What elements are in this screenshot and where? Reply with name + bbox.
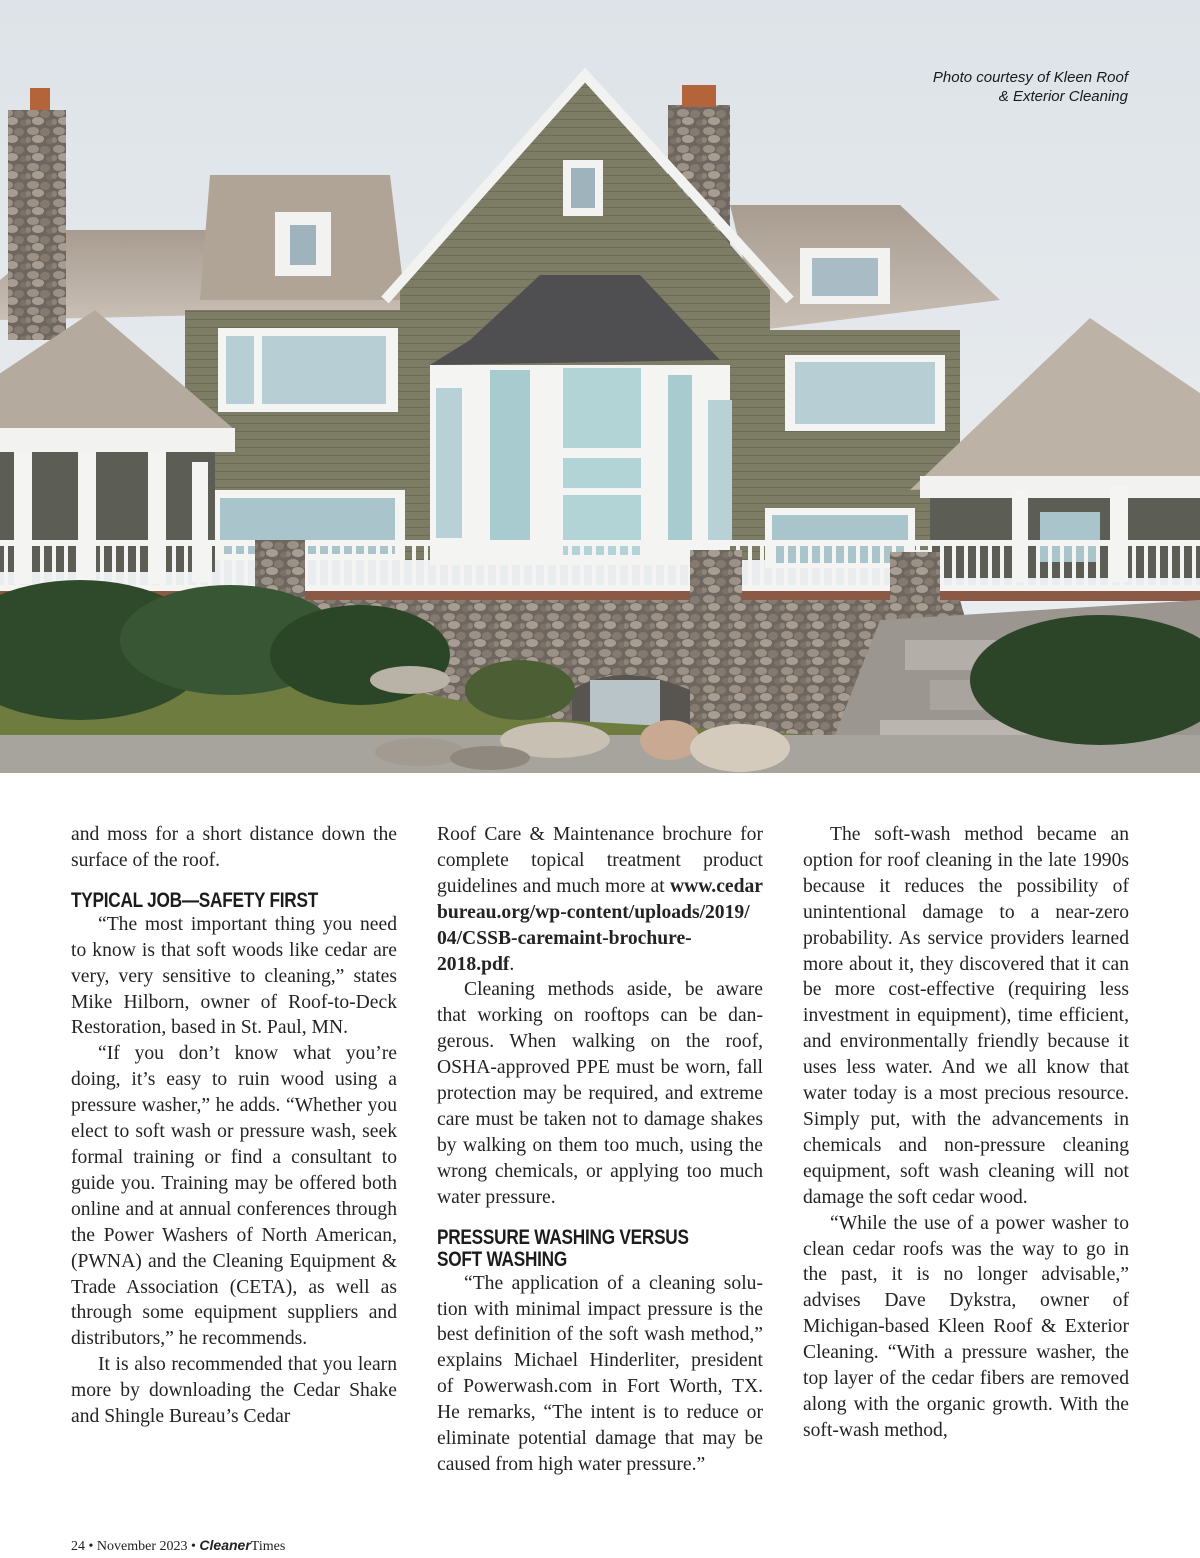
issue-date: November 2023 <box>96 1539 188 1554</box>
magazine-name-cleaner: Cleaner <box>199 1537 251 1553</box>
house-illustration <box>0 0 1200 773</box>
paragraph <box>437 822 763 977</box>
section-heading-line2: SOFT WASHING <box>437 1247 568 1271</box>
paragraph: Cleaning methods aside, be aware that working on rooftops can be dangerous. When walking on the roof, OSHA-approved PPE must be worn, fall protection may be required, and extreme care must be taken not to damage shakes by walking on them too much, using the wrong chemicals, or applying too much water pressure. <box>437 979 763 1208</box>
article-column-3 <box>803 822 1129 1444</box>
article-column-2 <box>437 822 763 1478</box>
paragraph-end: . <box>509 953 515 975</box>
photo-credit-line1: Photo courtesy of Kleen Roof <box>932 69 1128 86</box>
brochure-link[interactable]: www.cedar bureau.org/wp-content/uploads/2019/ 04/CSSB-caremaint-brochure-2018.pdf <box>437 875 763 975</box>
paragraph: It is also recommended that you learn more by downloading the Cedar Shake and Shingle Bureau’s Cedar <box>71 1354 397 1428</box>
house-photo <box>0 0 1200 773</box>
section-heading-line1: PRESSURE WASHING VERSUS <box>437 1225 689 1249</box>
paragraph: The soft-wash method became an option for roof cleaning in the late 1990s because it reduces the possibility of unintentional damage to a near-zero probability. As service providers learned more about it, they discovered that it can be more cost-effective (requiring less investment in equipment), time efficient, and environmentally friendly because it uses less water. And we all know that water today is a most precious resource. Simply put, with the advancements in chemicals and non-pressure cleaning equipment, soft wash cleaning will not damage the soft cedar wood. <box>803 824 1129 1208</box>
magazine-name-times: Times <box>250 1539 286 1554</box>
section-heading-text: TYPICAL JOB—SAFETY FIRST <box>71 888 319 912</box>
paragraph: “The most important thing you need to know is that soft woods like cedar are very, very sensitive to cleaning,” states Mike Hilborn, owner of Roof-to-Deck Restoration, based in St. Paul, MN. <box>71 913 397 1039</box>
paragraph-text: Roof Care & Maintenance brochure for complete topical treatment product guidelines and much more at <box>437 824 763 897</box>
paragraph: “The application of a cleaning solution with minimal impact pressure is the best definition of the soft wash method,” explains Michael Hinderliter, president of Powerwash.com in Fort Worth, TX. He remarks, “The intent is to reduce or eliminate potential damage that may be caused from high water pressure.” <box>437 1272 763 1475</box>
section-heading-pressure-washing <box>437 1227 704 1271</box>
article-column-1 <box>71 822 397 1430</box>
paragraph: “While the use of a power washer to clean cedar roofs was the way to go in the past, it is no longer advisable,” advises Dave Dykstra, owner of Michigan-based Kleen Roof & Exterior Cleaning. “With a pressure washer, the top layer of the cedar fibers are removed along with the organic growth. With the soft-wash method, <box>803 1212 1129 1441</box>
paragraph: and moss for a short distance down the surface of the roof. <box>71 824 397 871</box>
footer-separator: • <box>191 1539 196 1554</box>
footer-separator: • <box>88 1539 94 1554</box>
photo-credit <box>828 68 1128 106</box>
page-footer <box>71 1536 285 1556</box>
paragraph: “If you don’t know what you’re doing, it’s easy to ruin wood using a pressure washer,” he adds. “Whether you elect to soft wash or pressure wash, seek formal training or find a consultant to guide you. Training may be offered both online and at annual conferences through the Power Washers of North American, (PWNA) and the Cleaning Equipment & Trade Association (CETA), as well as through some equipment suppliers and distributors,” he recommends. <box>71 1043 397 1350</box>
section-heading-typical-job <box>71 890 338 912</box>
page-number: 24 <box>71 1539 85 1554</box>
photo-credit-line2: & Exterior Cleaning <box>998 88 1128 105</box>
